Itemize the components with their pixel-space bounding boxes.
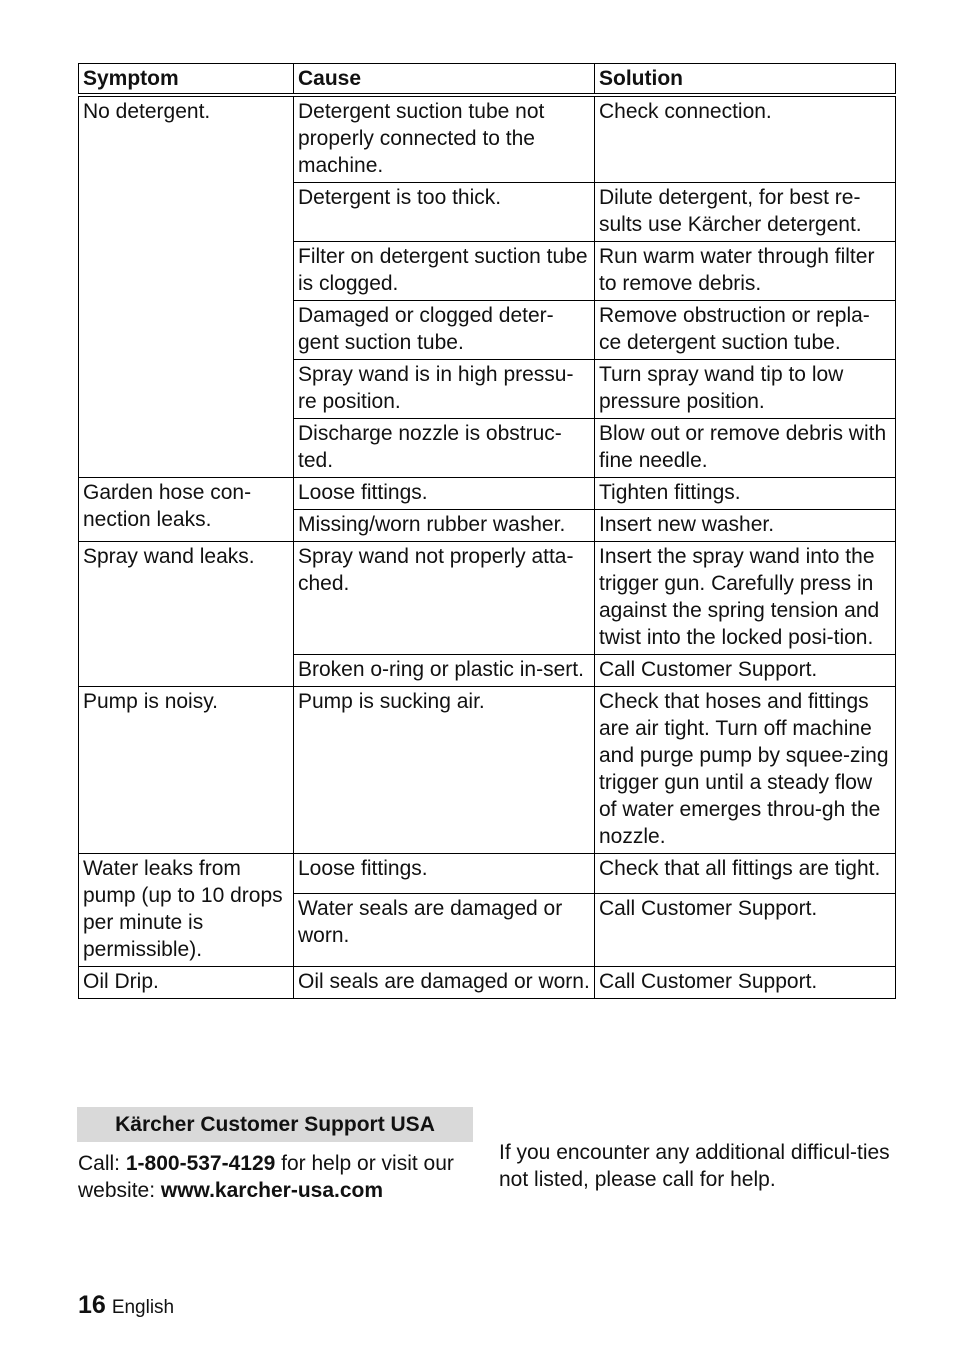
cause-cell: Water seals are damaged or worn. (294, 893, 595, 966)
symptom-cell: No detergent. (79, 95, 294, 478)
table-row (79, 478, 896, 510)
support-middle-text: for help or visit our website: (78, 1152, 454, 1202)
phone-number: 1-800-537-4129 (125, 1152, 276, 1175)
solution-cell: Check connection. (595, 95, 896, 183)
cause-cell: Loose fittings. (294, 854, 595, 894)
cause-cell: Detergent suction tube not properly connected to the machine. (294, 95, 595, 183)
cause-cell: Discharge nozzle is obstruc-ted. (294, 419, 595, 478)
header-cause: Cause (294, 64, 595, 96)
table-row (79, 967, 896, 999)
language-label: English (111, 1297, 175, 1318)
additional-help-note: If you encounter any additional difficul-ties not listed, please call for help. (499, 1141, 890, 1191)
page-footer (78, 1290, 174, 1323)
symptom-cell: Spray wand leaks. (79, 542, 294, 687)
symptom-cell: Water leaks from pump (up to 10 drops per minute is permissible). (79, 854, 294, 967)
solution-cell: Dilute detergent, for best re-sults use Kärcher detergent. (595, 183, 896, 242)
table-row (79, 687, 896, 854)
customer-support-text (78, 1150, 478, 1204)
page-number: 16 (78, 1291, 106, 1319)
cause-cell: Broken o-ring or plastic in-sert. (294, 655, 595, 687)
cause-cell: Spray wand not properly atta-ched. (294, 542, 595, 655)
troubleshooting-table (78, 63, 896, 999)
call-label: Call: (78, 1152, 126, 1175)
solution-cell: Call Customer Support. (595, 655, 896, 687)
solution-cell: Turn spray wand tip to low pressure position. (595, 360, 896, 419)
solution-cell: Insert the spray wand into the trigger gun. Carefully press in against the spring tension and twist into the locked posi-tion. (595, 542, 896, 655)
solution-cell: Blow out or remove debris with fine needle. (595, 419, 896, 478)
website-url: www.karcher-usa.com (160, 1179, 384, 1202)
cause-cell: Damaged or clogged deter-gent suction tube. (294, 301, 595, 360)
solution-cell: Insert new washer. (595, 510, 896, 542)
table-row (79, 854, 896, 894)
solution-cell: Run warm water through filter to remove debris. (595, 242, 896, 301)
header-symptom: Symptom (79, 64, 294, 96)
cause-cell: Missing/worn rubber washer. (294, 510, 595, 542)
symptom-cell: Pump is noisy. (79, 687, 294, 854)
solution-cell: Remove obstruction or repla-ce detergent suction tube. (595, 301, 896, 360)
table-row (79, 95, 896, 183)
cause-cell: Loose fittings. (294, 478, 595, 510)
cause-cell: Filter on detergent suction tube is clogged. (294, 242, 595, 301)
solution-cell: Check that all fittings are tight. (595, 854, 896, 894)
header-solution: Solution (595, 64, 896, 96)
cause-cell: Oil seals are damaged or worn. (294, 967, 595, 999)
cause-cell: Pump is sucking air. (294, 687, 595, 854)
solution-cell: Check that hoses and fittings are air tight. Turn off machine and purge pump by squee-zing trigger gun until a steady flow of water emerges throu-gh the nozzle. (595, 687, 896, 854)
table-header-row (79, 64, 896, 96)
symptom-cell: Oil Drip. (79, 967, 294, 999)
solution-cell: Call Customer Support. (595, 893, 896, 966)
cause-cell: Detergent is too thick. (294, 183, 595, 242)
customer-support-heading: Kärcher Customer Support USA (77, 1107, 473, 1142)
cause-cell: Spray wand is in high pressu-re position. (294, 360, 595, 419)
symptom-cell: Garden hose con-nection leaks. (79, 478, 294, 542)
solution-cell: Call Customer Support. (595, 967, 896, 999)
solution-cell: Tighten fittings. (595, 478, 896, 510)
table-row (79, 542, 896, 655)
